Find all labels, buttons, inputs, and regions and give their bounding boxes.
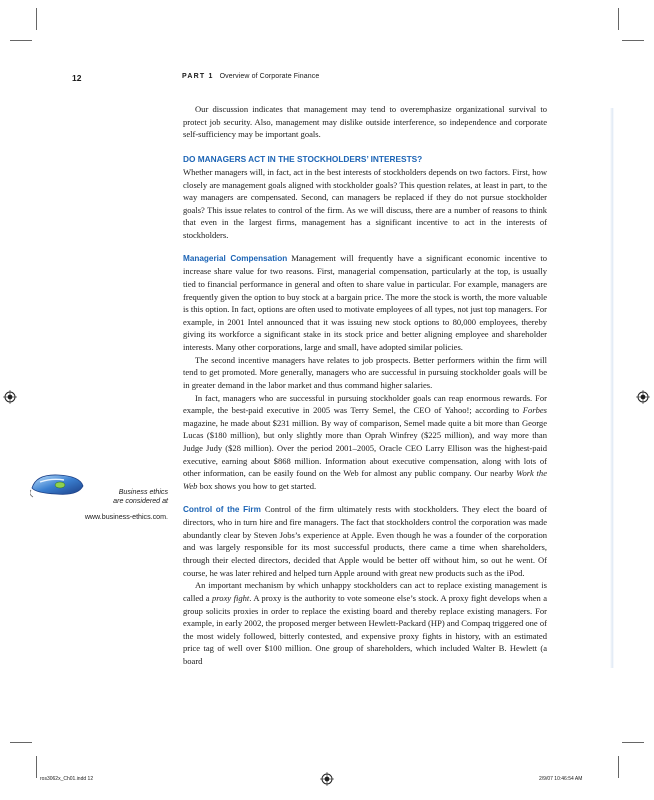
proxy-fight-term: proxy fight	[212, 592, 250, 603]
control-paragraph-2: An important mechanism by which unhappy stockholders can act to replace existing management is called a proxy fight. A proxy is the authority to vote someone else’s stock. A proxy fight develops when a group solicits proxies in order to replace the existing board and thereby replace existing managers. For example, in early 2002, the proposed merger between Hewlett-Packard (HP) and Compaq triggered one of the most widely followed, bitterly contested, and expensive proxy fights in history, with an estimated price tag of well over $100 million. One group of shareholders, which included Walter B. Hewlett (a board	[183, 580, 547, 666]
registration-mark-icon	[320, 772, 334, 786]
running-head	[182, 73, 319, 80]
footer-file-name: ros3062x_Ch01.indd 12	[40, 776, 94, 782]
registration-mark-icon	[636, 390, 650, 404]
work-the-web-title: Work the Web	[183, 468, 547, 491]
body-text	[183, 103, 547, 668]
margin-note-line-1: Business ethics	[118, 488, 168, 496]
compensation-paragraph-2: The second incentive managers have relates to job prospects. Better performers within the firm will tend to get promoted. More generally, managers who are successful in pursuing stockholder goals will be in greater demand in the labor market and thus command higher salaries.	[183, 354, 547, 390]
section-heading: DO MANAGERS ACT IN THE STOCKHOLDERS’ INTERESTS?	[183, 153, 423, 164]
running-head-part: PART 1	[182, 73, 214, 80]
forbes-title: Forbes	[522, 405, 547, 416]
intro-paragraph: Our discussion indicates that management may tend to overemphasize organizational survival to protect job security. Also, management may dislike outside interference, so independence and corporate self-sufficiency may be important goals.	[183, 104, 547, 140]
compensation-heading: Managerial Compensation	[183, 253, 288, 263]
crop-mark	[618, 8, 619, 30]
control-paragraph-1: Control of the Firm Control of the firm ultimately rests with stockholders. They elect the board of directors, who in turn hire and fire managers. The fact that stockholders control the corporation was made abundantly clear by Steven Jobs’s experience at Apple. Even though he was a founder of the corporation and was largely responsible for its most successful products, there came a time when shareholders, through their elected directors, decided that Apple would be better off without him, so out he went. Of course, he was later rehired and helped turn Apple around with great new products such as the iPod.	[183, 503, 547, 578]
section-paragraph: Whether managers will, in fact, act in the best interests of stockholders depends on two factors. First, how closely are management goals aligned with stockholder goals? This question relates, at least in part, to the way managers are compensated. Second, can managers be replaced if they do not pursue stockholder goals? This issue relates to control of the firm. As we will discuss, there are a number of reasons to think that even in the largest firms, management has a significant incentive to act in the interests of stockholders.	[183, 166, 547, 240]
crop-mark	[36, 756, 37, 778]
registration-mark-icon	[3, 390, 17, 404]
crop-mark	[10, 40, 32, 41]
web-margin-note	[30, 470, 168, 530]
crop-mark	[36, 8, 37, 30]
crop-mark	[622, 40, 644, 41]
control-heading: Control of the Firm	[183, 504, 261, 514]
compensation-paragraph-3: In fact, managers who are successful in pursuing stockholder goals can reap enormous rewards. For example, the best-paid executive in 2005 was Terry Semel, the CEO of Yahoo!; according to Forbes magazine, he made about $231 million. By way of comparison, Semel made quite a bit more than George Lucas ($180 million), but only slightly more than Oprah Winfrey ($225 million), and way more than Judge Judy ($28 million). Over the period 2001–2005, Oracle CEO Larry Ellison was the highest-paid executive, earning about $868 million. Information about executive compensation, along with lots of other information, can be easily found on the Web for almost any public company. Our nearby Work the Web box shows you how to get started.	[183, 392, 547, 491]
margin-note-url[interactable]: www.business-ethics.com.	[84, 513, 168, 521]
running-head-title: Overview of Corporate Finance	[219, 73, 320, 80]
footer-timestamp: 2/9/07 10:46:54 AM	[539, 776, 583, 782]
crop-mark	[618, 756, 619, 778]
margin-note-line-2: are considered at	[113, 497, 168, 506]
margin-rule	[610, 108, 614, 668]
crop-mark	[622, 742, 644, 743]
compensation-paragraph-1: Managerial Compensation Management will frequently have a significant economic incentive to increase share value for two reasons. First, managerial compensation, particularly at the top, is usually tied to financial performance in general and often to share value in particular. For example, managers are frequently given the option to buy stock at a bargain price. The more the stock is worth, the more valuable is this option. In fact, options are often used to motivate employees of all types, not just top managers. For example, in 2001 Intel announced that it was issuing new stock options to 80,000 employees, thereby giving its workforce a significant stake in its stock price and better aligning employee and shareholder interests. Many other corporations, large and small, have adopted similar policies.	[183, 252, 547, 352]
crop-mark	[10, 742, 32, 743]
page-number: 12	[72, 73, 82, 83]
